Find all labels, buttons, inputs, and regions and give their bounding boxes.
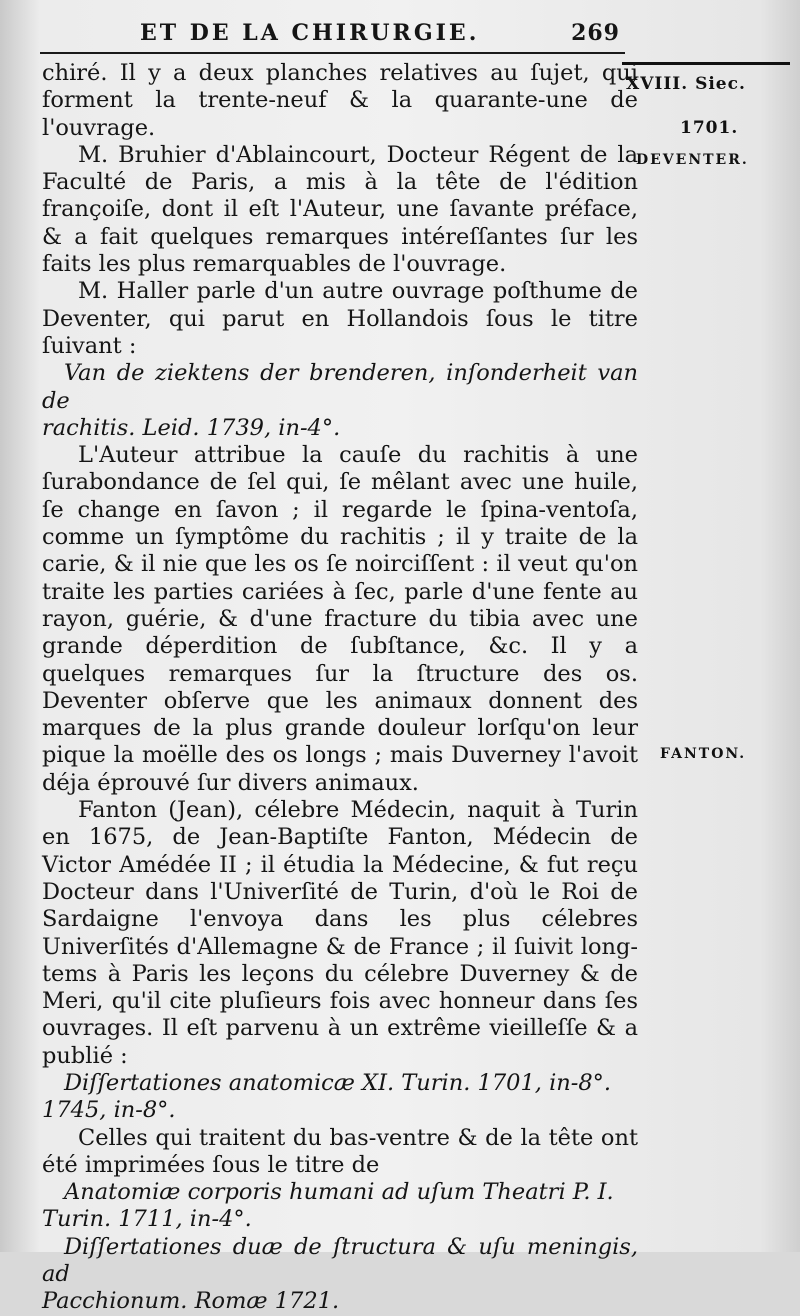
book-title-line: Anatomiæ corporis humani ad uſum Theatri P. I. bbox=[64, 1179, 614, 1206]
book-title-line: Van de ziektens der brenderen, inſonderheit van de bbox=[42, 360, 638, 414]
book-title-line: Diſſertationes anatomicæ XI. Turin. 1701, in-8°. bbox=[64, 1069, 612, 1096]
book-title-line: rachitis. Leid. 1739, in-4°. bbox=[42, 414, 341, 441]
paragraph-celles: Celles qui traitent du bas-ventre & de la tête ont été imprimées ſous le titre de bbox=[42, 1124, 638, 1178]
paragraph-haller: M. Haller parle d'un autre ouvrage poſthume de Deventer, qui parut en Hollandois ſous le titre ſuivant : bbox=[42, 278, 638, 359]
paragraph-rachitis: L'Auteur attribue la cauſe du rachitis à une ſurabondance de ſel qui, ſe mêlant avec une huile, ſe change en ſavon ; il regarde le ſpina-ventoſa, comme un ſymptôme du rachitis ; il y traite de la carie, & il nie que les os ſe noirciſſent : il veut qu'on traite les parties cariées à ſec, parle d'une fente au rayon, guérie, & d'une fracture du tibia avec une grande déperdition de ſubſtance, &c. Il y a quelques remarques ſur la ſtructure des os. Deventer obſerve que les animaux donnent des marques de la plus grande douleur lorſqu'on leur pique la moëlle des os longs ; mais Duverney l'avoit déja éprouvé ſur divers animaux. bbox=[42, 442, 638, 796]
book-title-line: Pacchionum. Romæ 1721. bbox=[42, 1288, 340, 1315]
margin-note-deventer: DEVENTER. bbox=[636, 152, 749, 168]
margin-note-fanton: FANTON. bbox=[660, 746, 747, 762]
margin-rule bbox=[622, 62, 790, 65]
page-body bbox=[42, 60, 638, 1316]
running-title: ET DE LA CHIRURGIE. bbox=[140, 20, 480, 46]
margin-note-year: 1701. bbox=[680, 118, 739, 138]
book-title-line: 1745, in-8°. bbox=[42, 1097, 176, 1124]
paragraph-continuation: chiré. Il y a deux planches relatives au ſujet, qui forment la trente-neuf & la quarante-une de l'ouvrage. bbox=[42, 60, 638, 141]
book-title-line: Turin. 1711, in-4°. bbox=[42, 1206, 252, 1233]
book-title-line: Diſſertationes duæ de ſtructura & uſu meningis, ad bbox=[42, 1233, 638, 1288]
header-rule bbox=[40, 52, 625, 54]
page-header bbox=[140, 14, 620, 50]
page-number: 269 bbox=[571, 20, 620, 46]
margin-note-century: XVIII. Siec. bbox=[626, 74, 746, 94]
paragraph-bruhier: M. Bruhier d'Ablaincourt, Docteur Régent de la Faculté de Paris, a mis à la tête de l'édition françoiſe, dont il eſt l'Auteur, une ſavante préface, & a fait quelques remarques intéreſſantes ſur les faits les plus remarquables de l'ouvrage. bbox=[42, 141, 638, 278]
paragraph-fanton: Fanton (Jean), célebre Médecin, naquit à Turin en 1675, de Jean-Baptiſte Fanton, Médecin de Victor Amédée II ; il étudia la Médecine, & fut reçu Docteur dans l'Univerſité de Turin, d'où le Roi de Sardaigne l'envoya dans les plus célebres Univerſités d'Allemagne & de France ; il ſuivit long-tems à Paris les leçons du célebre Duverney & de Meri, qu'il cite pluſieurs fois avec honneur dans ſes ouvrages. Il eſt parvenu à un extrême vieilleſſe & a publié : bbox=[42, 797, 638, 1069]
